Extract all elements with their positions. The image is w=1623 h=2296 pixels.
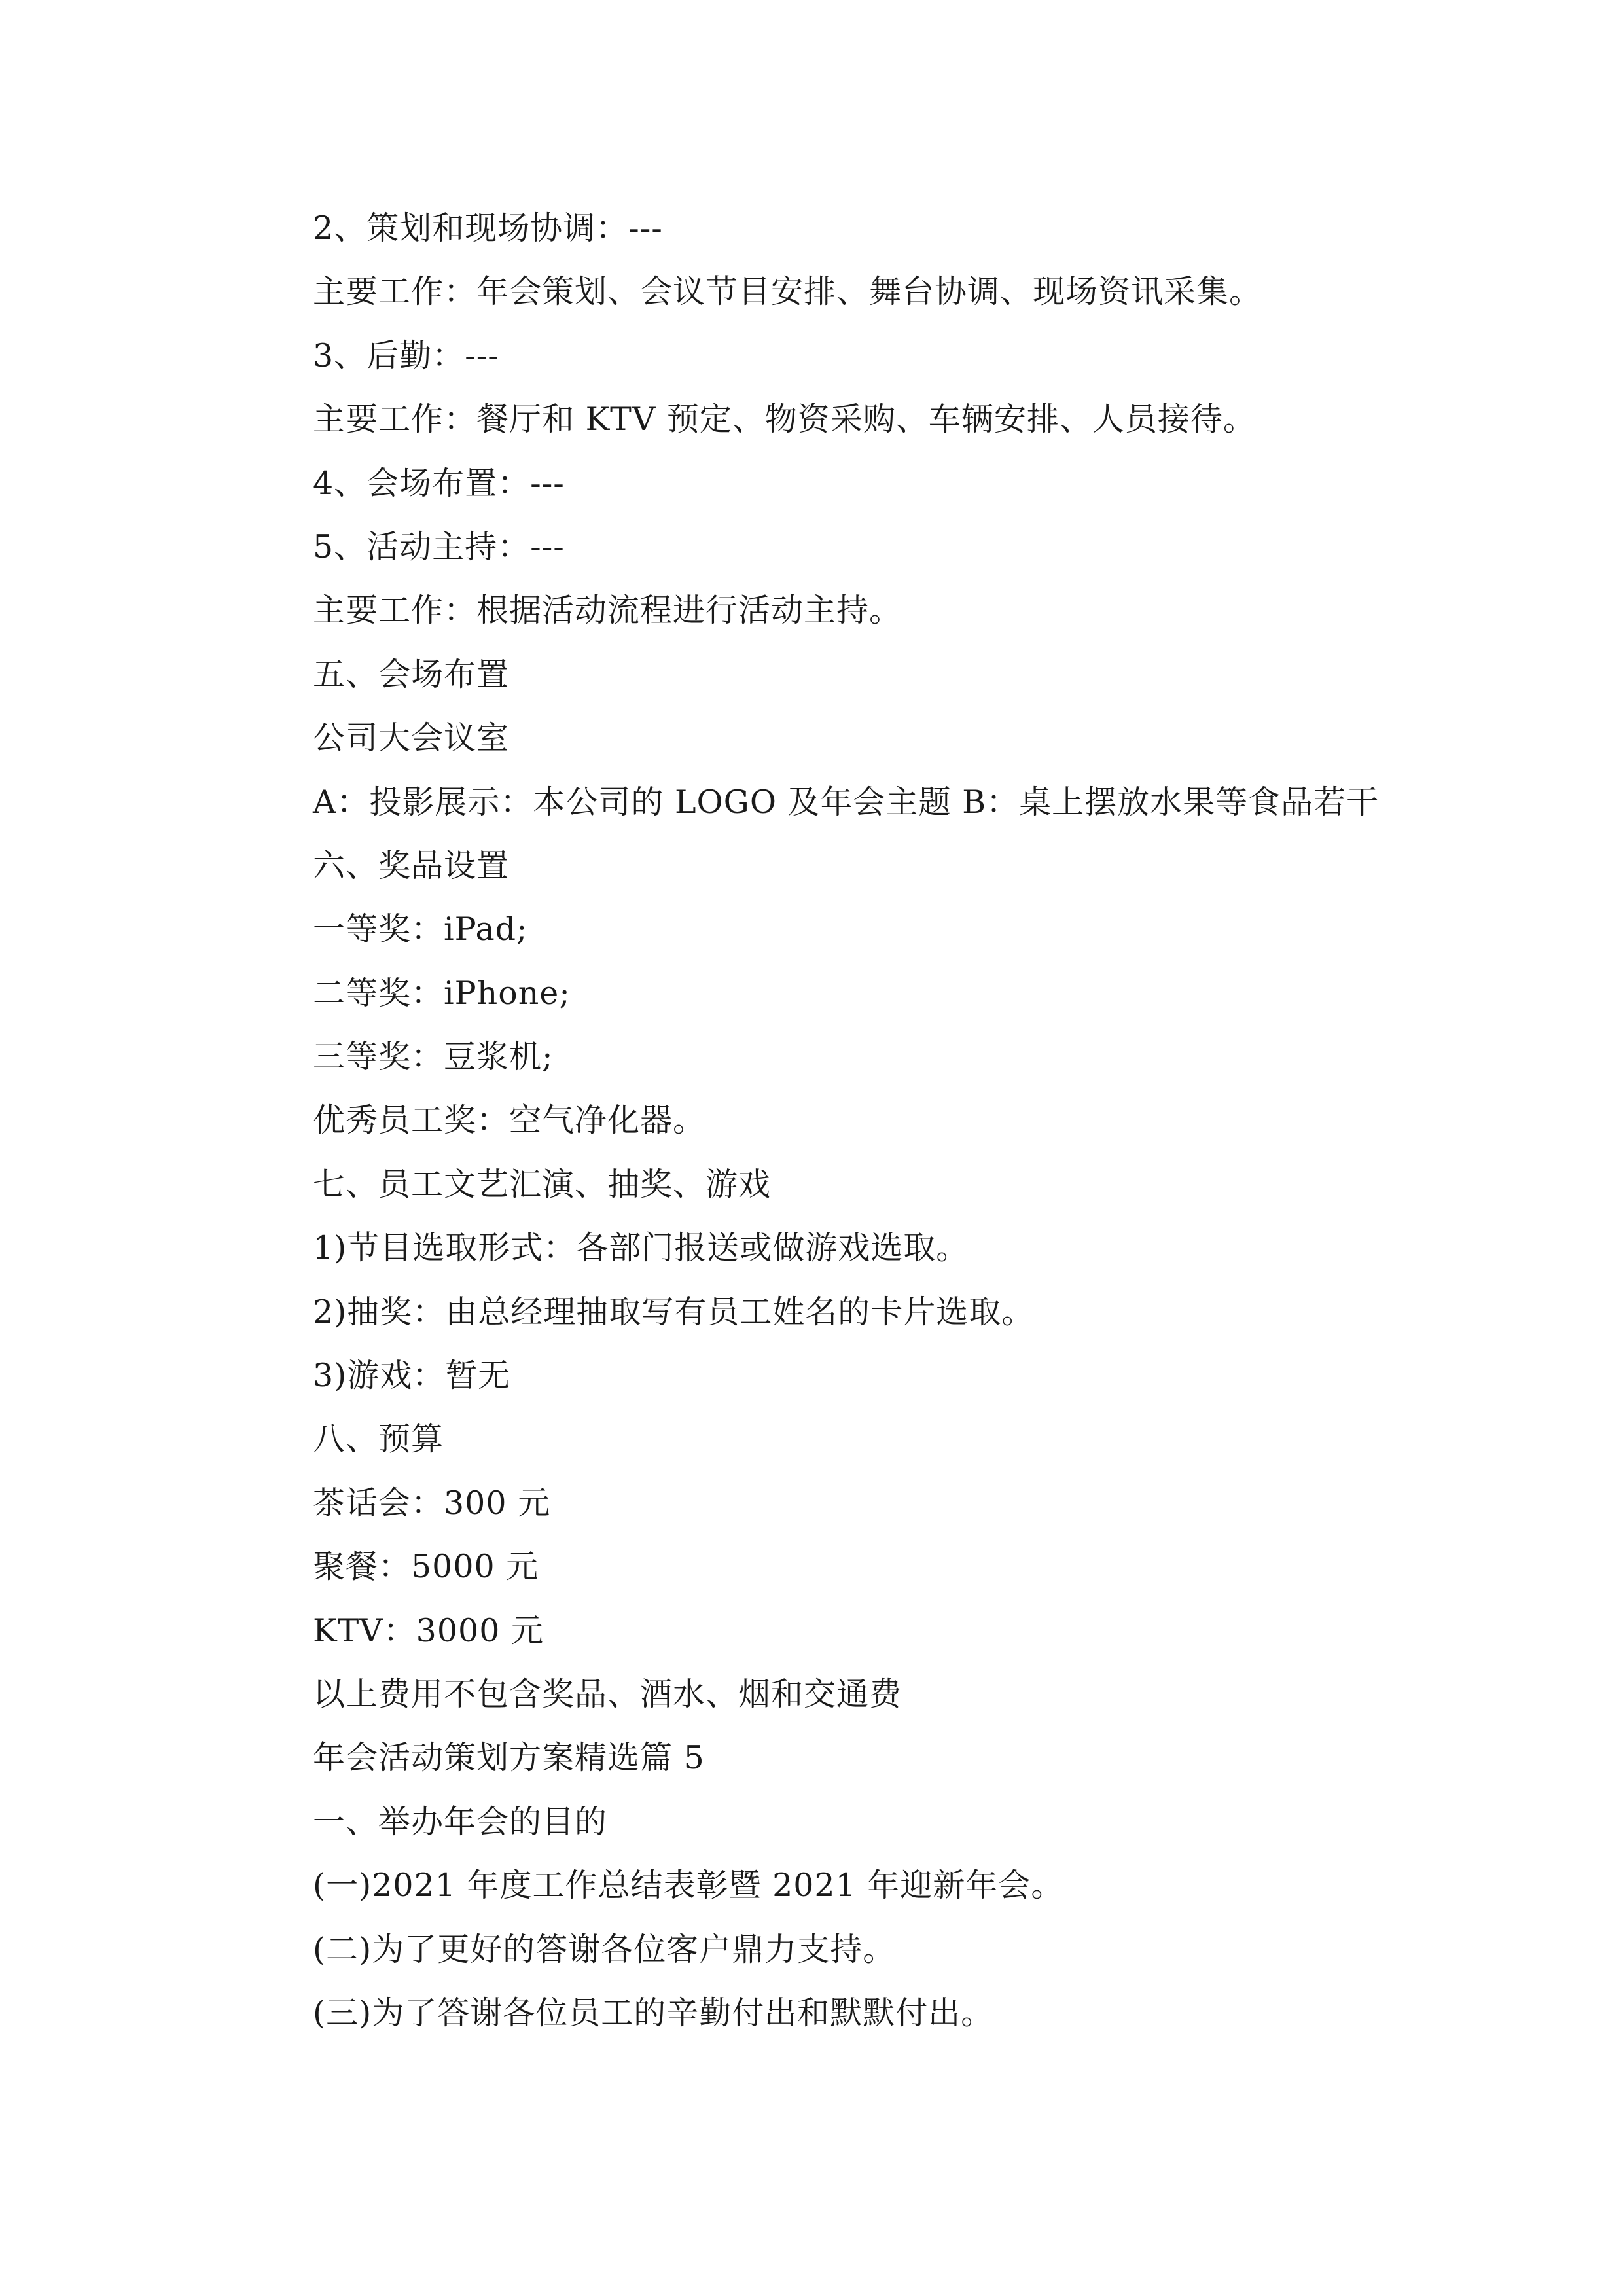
line-ktv-cost: KTV：3000 元 [313, 1611, 544, 1649]
heading-performances: 七、员工文艺汇演、抽奖、游戏 [313, 1165, 772, 1203]
line-games: 3)游戏：暂无 [313, 1357, 511, 1395]
line-venue-setup: 4、会场布置：--- [313, 464, 565, 502]
heading-venue-layout: 五、会场布置 [313, 655, 510, 693]
line-planning-coordination: 2、策划和现场协调：--- [313, 209, 663, 247]
line-logistics-duties: 主要工作：餐厅和 KTV 预定、物资采购、车辆安排、人员接待。 [313, 401, 1256, 439]
line-planning-duties: 主要工作：年会策划、会议节目安排、舞台协调、现场资讯采集。 [313, 273, 1262, 311]
line-second-prize: 二等奖：iPhone; [313, 974, 571, 1012]
line-dinner-cost: 聚餐：5000 元 [313, 1548, 539, 1586]
line-excellent-employee-prize: 优秀员工奖：空气净化器。 [313, 1102, 706, 1139]
line-tea-party-cost: 茶话会：300 元 [313, 1484, 551, 1522]
section-title-plan-5: 年会活动策划方案精选篇 5 [313, 1739, 705, 1777]
line-third-prize: 三等奖：豆浆机; [313, 1038, 554, 1076]
heading-budget: 八、预算 [313, 1420, 444, 1458]
line-program-selection: 1)节目选取形式：各部门报送或做游戏选取。 [313, 1229, 969, 1267]
line-host-duties: 主要工作：根据活动流程进行活动主持。 [313, 592, 902, 630]
line-purpose-1: (一)2021 年度工作总结表彰暨 2021 年迎新年会。 [313, 1867, 1064, 1905]
line-logistics: 3、后勤：--- [313, 336, 499, 374]
line-lottery: 2)抽奖：由总经理抽取写有员工姓名的卡片选取。 [313, 1293, 1035, 1331]
line-first-prize: 一等奖：iPad; [313, 910, 528, 948]
line-purpose-2: (二)为了更好的答谢各位客户鼎力支持。 [313, 1930, 896, 1968]
heading-purpose: 一、举办年会的目的 [313, 1803, 608, 1840]
line-cost-note: 以上费用不包含奖品、酒水、烟和交通费 [313, 1675, 902, 1713]
heading-prizes: 六、奖品设置 [313, 846, 510, 884]
line-meeting-room: 公司大会议室 [313, 719, 510, 757]
line-event-host: 5、活动主持：--- [313, 528, 565, 565]
document-body [313, 196, 1380, 2045]
line-purpose-3: (三)为了答谢各位员工的辛勤付出和默默付出。 [313, 1994, 994, 2032]
line-projection-display: A：投影展示：本公司的 LOGO 及年会主题 B：桌上摆放水果等食品若干 [313, 783, 1380, 821]
